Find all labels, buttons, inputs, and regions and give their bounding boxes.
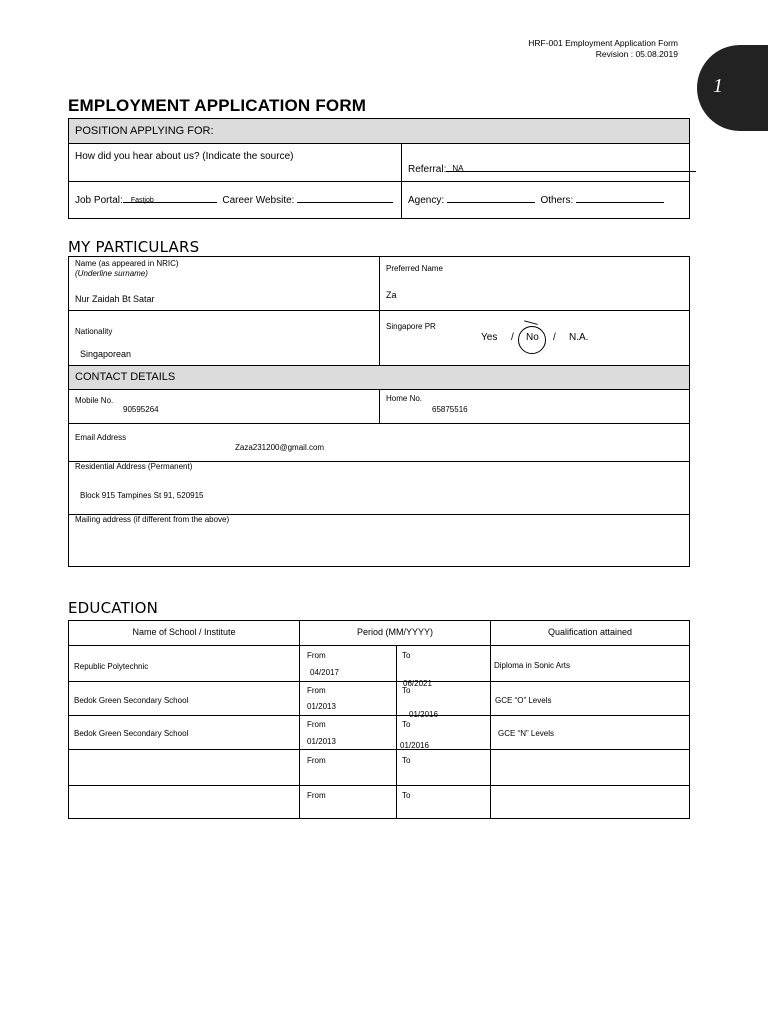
education-table [68,620,690,819]
page-number-tab [697,45,768,131]
document-reference [528,38,678,60]
contact-header: CONTACT DETAILS [75,371,176,383]
nationality-value[interactable]: Singaporean [80,349,132,359]
edu-row2-from[interactable]: 01/2013 [307,702,336,711]
email-value[interactable]: Zaza231200@gmail.com [235,443,325,452]
edu-row3-to[interactable]: 01/2016 [400,741,429,750]
mobile-value[interactable]: 90595264 [123,405,159,414]
referral-field[interactable]: Referral: NA [408,163,696,175]
edu-row2-school[interactable]: Bedok Green Secondary School [74,696,189,705]
position-table [68,118,690,219]
name-value[interactable]: Nur Zaidah Bt Satar [75,294,155,304]
residential-address-label: Residential Address (Permanent) [75,462,193,471]
edu-row1-from[interactable]: 04/2017 [310,668,339,677]
edu-row2-from-label: From [307,686,326,695]
edu-row4-to-label: To [402,756,411,765]
preferred-name-value[interactable]: Za [386,290,397,300]
pr-option-no[interactable]: No [526,332,539,343]
edu-row2-qualification[interactable]: GCE “O” Levels [495,696,552,705]
contact-header-row [69,366,689,389]
page-number: 1 [713,75,723,97]
position-header-row [69,119,689,144]
edu-row5-to-label: To [402,791,411,800]
career-website-label: Career Website: [222,195,295,206]
header-qualification: Qualification attained [547,627,633,637]
source-question: How did you hear about us? (Indicate the source) [75,151,294,162]
edu-row3-from-label: From [307,720,326,729]
edu-row3-school[interactable]: Bedok Green Secondary School [74,729,189,738]
home-value[interactable]: 65875516 [432,405,468,414]
job-portal-value: Fastjob [130,197,154,204]
form-title: EMPLOYMENT APPLICATION FORM [68,96,367,115]
edu-row2-to[interactable]: 01/2016 [409,710,438,719]
edu-row1-qualification[interactable]: Diploma in Sonic Arts [494,661,571,670]
education-title: EDUCATION [68,599,158,617]
edu-row3-qualification[interactable]: GCE “N” Levels [498,729,555,738]
form-code: HRF-001 Employment Application Form [528,38,678,48]
particulars-title: MY PARTICULARS [68,238,200,256]
home-label: Home No. [386,394,423,403]
form-revision: Revision : 05.08.2019 [595,49,678,59]
edu-row5-from-label: From [307,791,326,800]
header-period: Period (MM/YYYY) [356,627,434,637]
edu-row1-school[interactable]: Republic Polytechnic [74,662,149,671]
nationality-label: Nationality [75,327,113,336]
edu-row1-to-label: To [402,651,411,660]
particulars-table [68,256,690,567]
pr-separator: / [553,332,556,343]
header-school: Name of School / Institute [132,627,236,637]
edu-row1-from-label: From [307,651,326,660]
preferred-name-label: Preferred Name [386,264,443,273]
agency-field[interactable]: Agency: Others: [408,194,664,206]
edu-row3-to-label: To [402,720,411,729]
others-label: Others: [540,195,574,206]
residential-address-value[interactable]: Block 915 Tampines St 91, 520915 [80,491,204,500]
pr-option-yes[interactable]: Yes [481,332,498,343]
email-label: Email Address [75,433,127,442]
name-hint: (Underline surname) [75,269,148,278]
edu-row1-to[interactable]: 06/2021 [403,679,432,688]
singapore-pr-label: Singapore PR [386,322,436,331]
edu-row3-from[interactable]: 01/2013 [307,737,336,746]
job-portal-field[interactable]: Job Portal: Fastjob Career Website: [75,194,393,206]
pr-option-na[interactable]: N.A. [569,332,589,343]
edu-row2-to-label: To [402,686,411,695]
position-header: POSITION APPLYING FOR: [75,125,214,137]
mailing-address-label: Mailing address (if different from the above) [75,515,230,524]
referral-value: NA [452,164,464,173]
edu-row4-from-label: From [307,756,326,765]
mobile-label: Mobile No. [75,396,114,405]
name-label: Name (as appeared in NRIC) [75,259,179,268]
pr-separator: / [511,332,514,343]
